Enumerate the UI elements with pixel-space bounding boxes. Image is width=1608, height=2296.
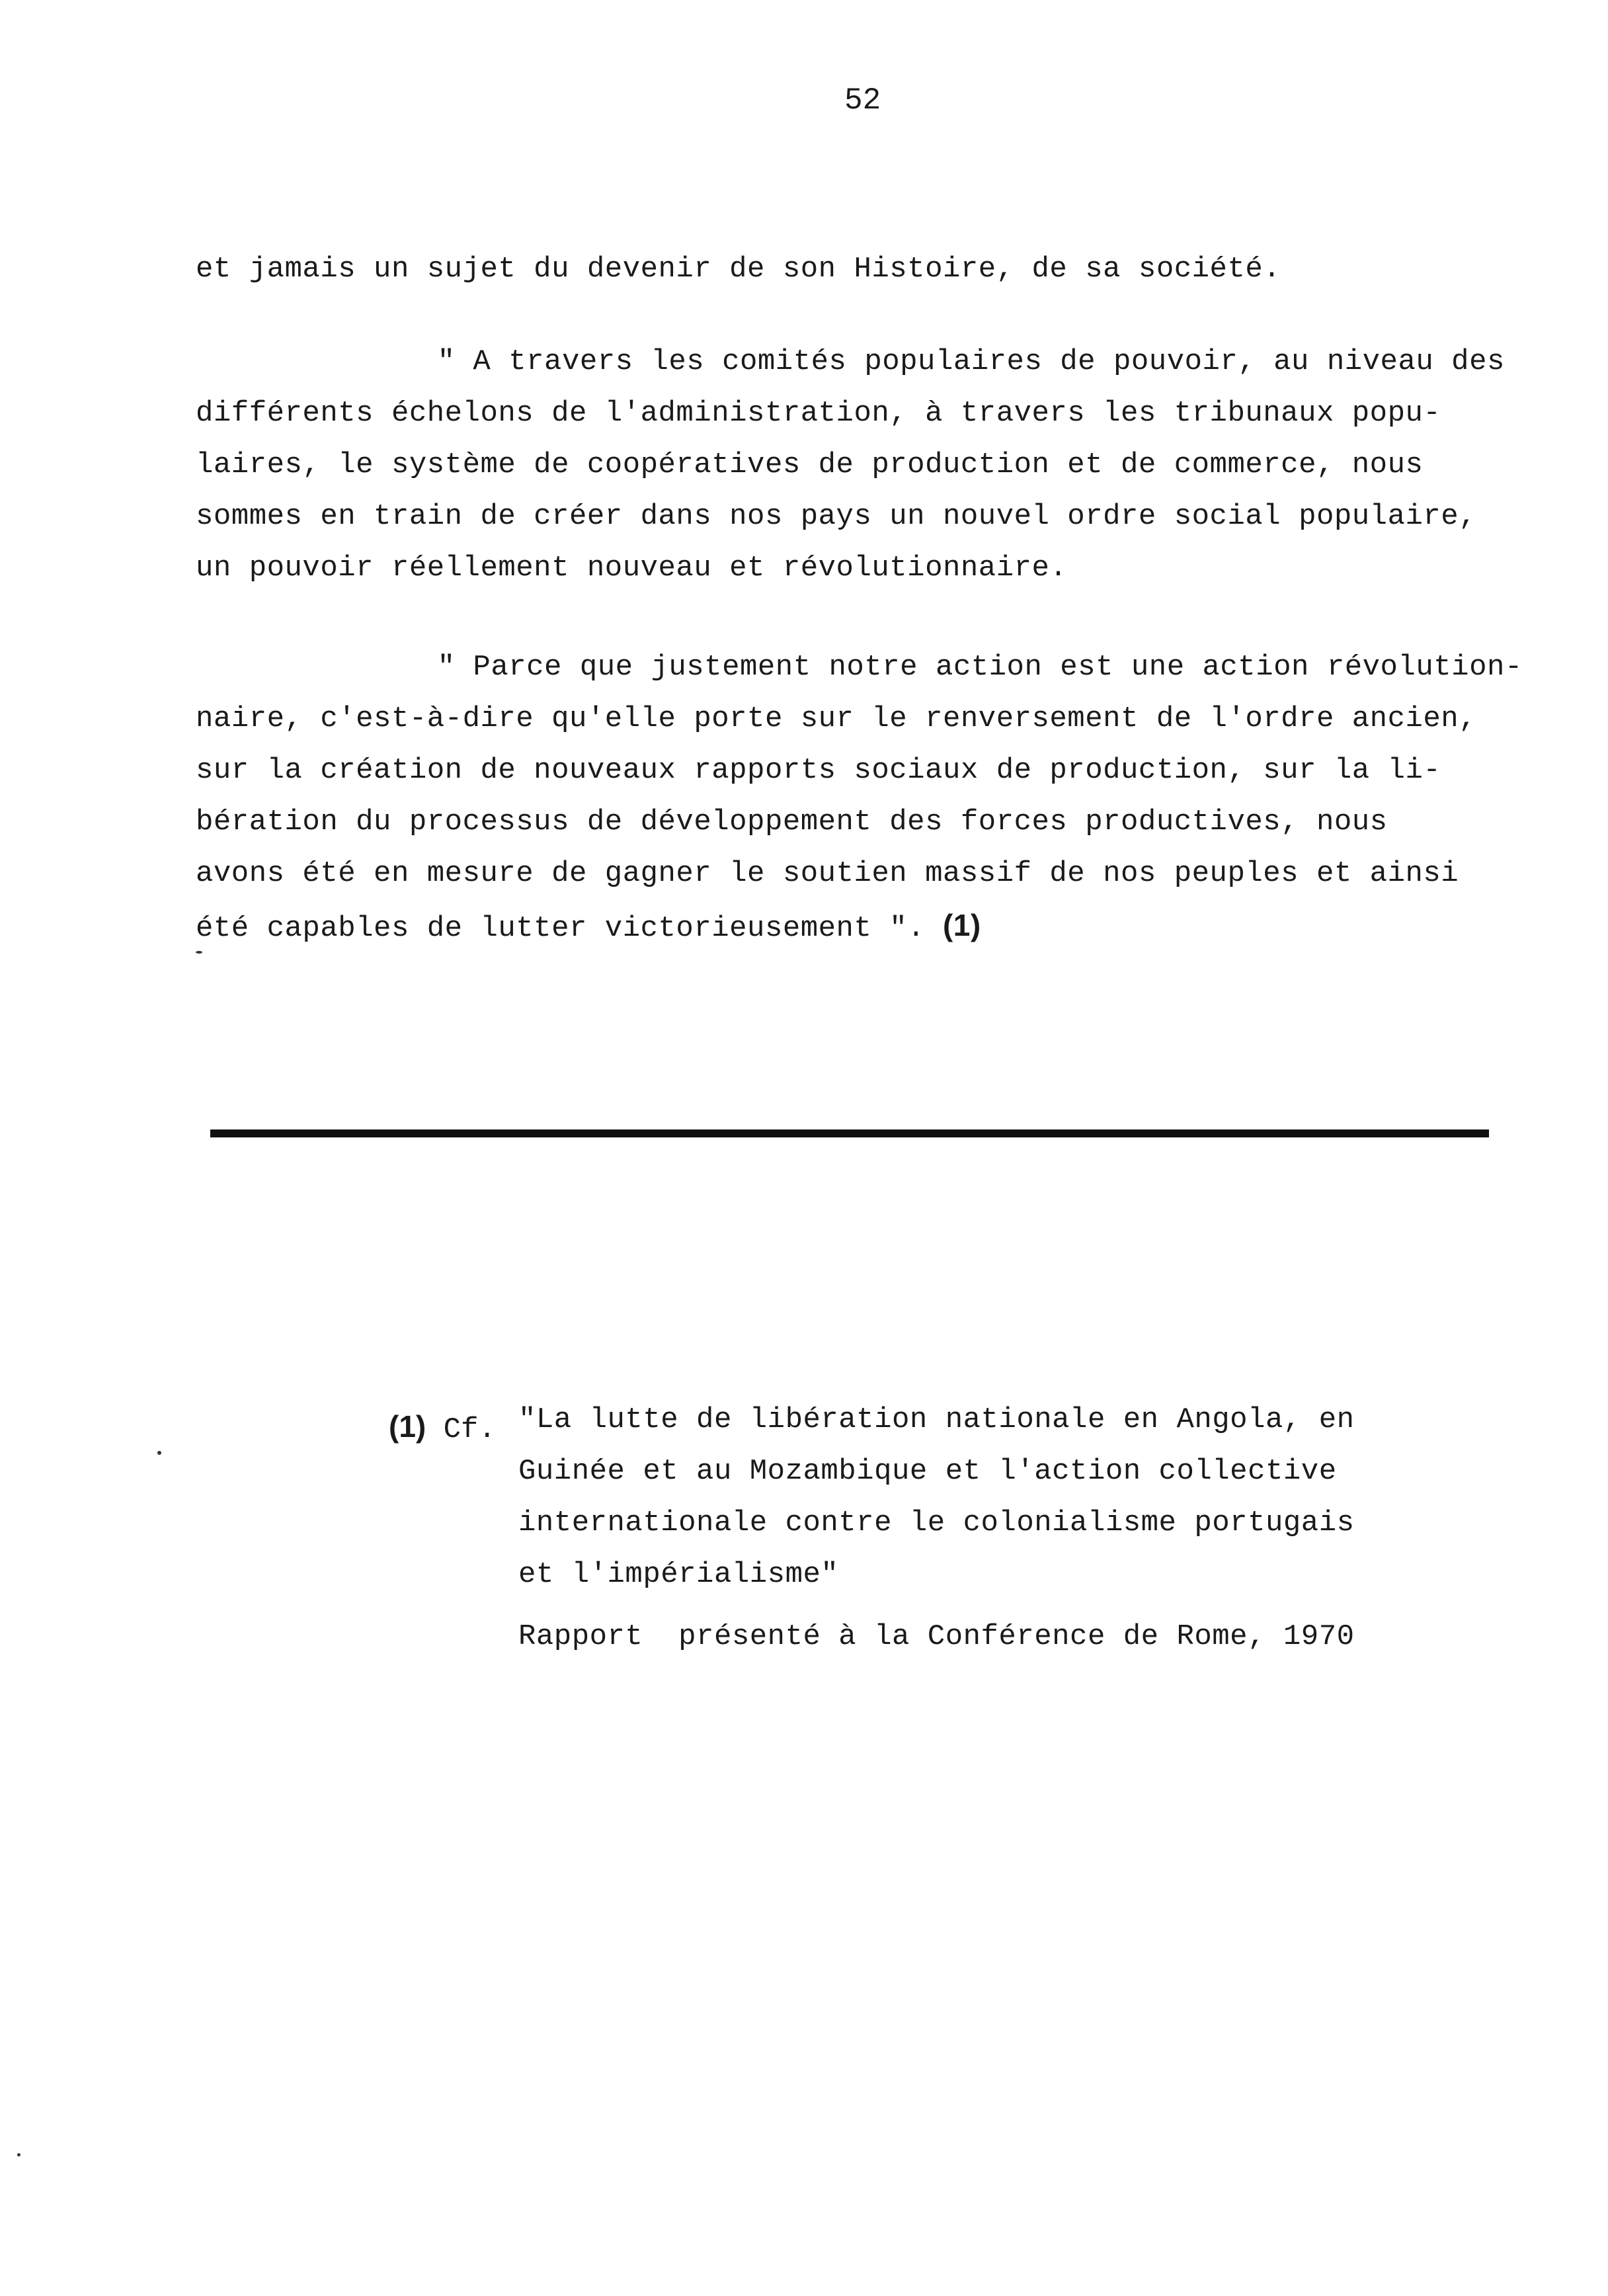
footnote-marker: [389, 1401, 496, 1456]
body-line-9: sur la création de nouveaux rapports sociaux de production, sur la li-: [196, 754, 1441, 787]
body-line-7: [366, 641, 1523, 693]
body-line-5: sommes en train de créer dans nos pays un nouvel ordre social populaire,: [196, 500, 1477, 533]
footnote-line-4: et l'impérialisme": [518, 1558, 839, 1591]
body-line-1: et jamais un sujet du devenir de son Histoire, de sa société.: [196, 253, 1281, 286]
body-line-12-text: été capables de lutter victorieusement ".: [196, 912, 943, 945]
body-line-2-text: " A travers les comités populaires de pouvoir, au niveau des: [366, 345, 1505, 378]
body-line-3: différents échelons de l'administration, à travers les tribunaux popu-: [196, 397, 1441, 430]
scan-speck: [17, 2153, 20, 2156]
footnote-number: (1): [389, 1409, 426, 1444]
body-line-10: bération du processus de développement des forces productives, nous: [196, 805, 1388, 839]
body-line-4: laires, le système de coopératives de production et de commerce, nous: [196, 448, 1424, 481]
footnote-line-3: internationale contre le colonialisme portugais: [518, 1506, 1355, 1539]
body-line-8: naire, c'est-à-dire qu'elle porte sur le renversement de l'ordre ancien,: [196, 702, 1477, 735]
footnote-cf: Cf.: [426, 1413, 496, 1446]
footnote-source: Rapport présenté à la Conférence de Rome, 1970: [518, 1620, 1355, 1653]
body-line-7-text: " Parce que justement notre action est une action révolution-: [366, 651, 1523, 684]
footnote-reference-mark[interactable]: (1): [942, 908, 981, 942]
body-line-12: [196, 899, 981, 954]
scan-speck: [157, 1451, 161, 1455]
footnote-separator-rule: [210, 1129, 1489, 1137]
body-line-11: avons été en mesure de gagner le soutien massif de nos peuples et ainsi: [196, 857, 1459, 890]
footnote-line-2: Guinée et au Mozambique et l'action collective: [518, 1455, 1337, 1488]
footnote-line-1: "La lutte de libération nationale en Angola, en: [518, 1403, 1355, 1436]
body-line-2: [366, 336, 1505, 388]
page-number: 52: [844, 83, 881, 118]
body-line-6: un pouvoir réellement nouveau et révolutionnaire.: [196, 552, 1068, 585]
scan-speck: [196, 951, 202, 954]
